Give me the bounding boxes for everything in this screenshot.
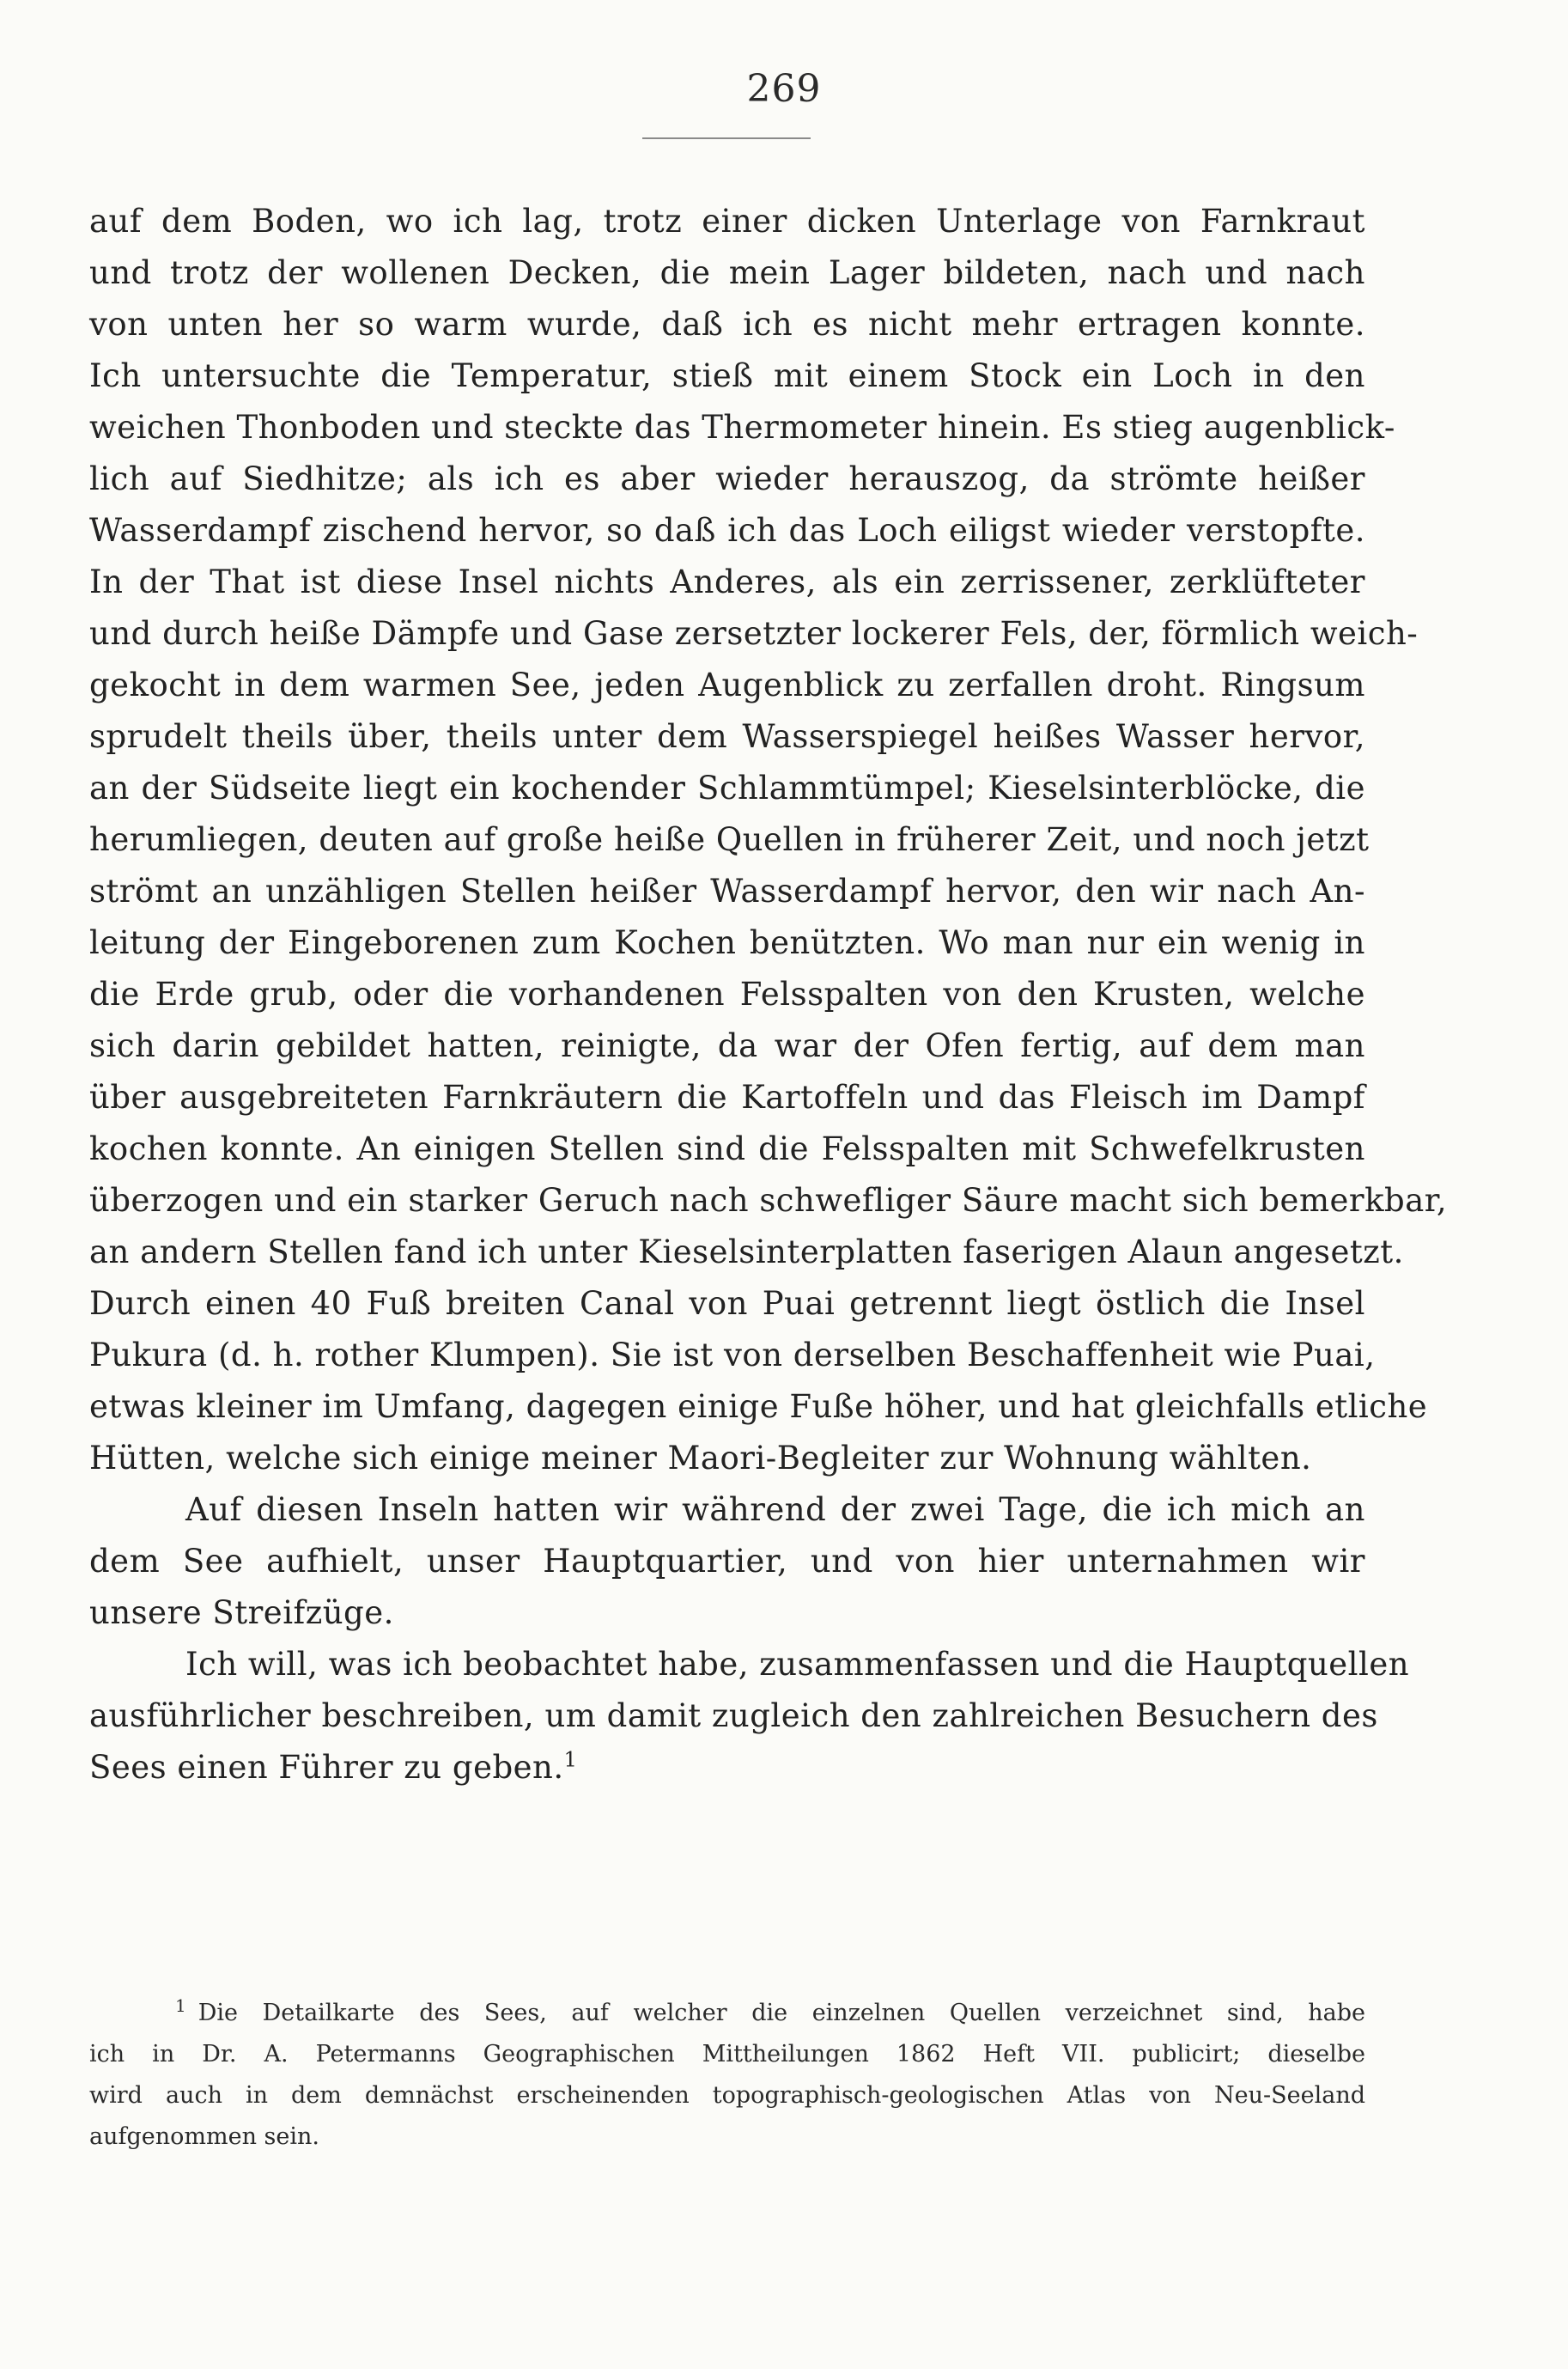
text-line: dem See aufhielt, unser Hauptquartier, und von hier unternahmen wir xyxy=(89,1543,1365,1580)
page-number: 269 xyxy=(746,67,822,111)
text-line: an andern Stellen fand ich unter Kieselsinterplatten faserigen Alaun angesetzt. xyxy=(89,1233,1404,1270)
text-line: sprudelt theils über, theils unter dem Wasserspiegel heißes Wasser hervor, xyxy=(89,718,1365,755)
text-line: Hütten, welche sich einige meiner Maori-Begleiter zur Wohnung wählten. xyxy=(89,1440,1312,1477)
text-line: unsere Streifzüge. xyxy=(89,1594,394,1631)
text-line: überzogen und ein starker Geruch nach schwefliger Säure macht sich bemerkbar, xyxy=(89,1182,1448,1219)
body-text xyxy=(89,196,1448,1793)
footnote xyxy=(89,1993,1365,2158)
header-rule xyxy=(642,137,811,139)
footnote-line: wird auch in dem demnächst erscheinenden topographisch-geologischen Atlas von Neu-Seeland xyxy=(89,2082,1365,2109)
footnote-line: ich in Dr. A. Petermanns Geographischen Mittheilungen 1862 Heft VII. publicirt; dieselbe xyxy=(89,2041,1365,2068)
text-line-content: Sees einen Führer zu geben. xyxy=(89,1749,564,1786)
text-line: Ich untersuchte die Temperatur, stieß mit einem Stock ein Loch in den xyxy=(89,357,1365,394)
text-line: und trotz der wollenen Decken, die mein Lager bildeten, nach und nach xyxy=(89,254,1365,291)
text-line: über ausgebreiteten Farnkräutern die Kartoffeln und das Fleisch im Dampf xyxy=(89,1079,1365,1116)
text-line: etwas kleiner im Umfang, dagegen einige Fuße höher, und hat gleichfalls etliche xyxy=(89,1388,1428,1425)
text-line: weichen Thonboden und steckte das Thermometer hinein. Es stieg augenblick- xyxy=(89,409,1395,446)
text-line: von unten her so warm wurde, daß ich es nicht mehr ertragen konnte. xyxy=(89,306,1365,343)
footnote-line xyxy=(89,1993,1365,2034)
text-line: lich auf Siedhitze; als ich es aber wieder herauszog, da strömte heißer xyxy=(89,460,1365,497)
text-line-with-footnote-ref xyxy=(89,1742,1365,1793)
footnote-text: Die Detailkarte des Sees, auf welcher die einzelnen Quellen verzeichnet sind, habe xyxy=(198,2000,1365,2026)
footnote-line: aufgenommen sein. xyxy=(89,2123,319,2150)
text-line: Wasserdampf zischend hervor, so daß ich das Loch eiligst wieder verstopfte. xyxy=(89,512,1365,549)
text-line: strömt an unzähligen Stellen heißer Wasserdampf hervor, den wir nach An- xyxy=(89,873,1365,910)
text-line: Durch einen 40 Fuß breiten Canal von Puai getrennt liegt östlich die Insel xyxy=(89,1285,1365,1322)
text-line: gekocht in dem warmen See, jeden Augenblick zu zerfallen droht. Ringsum xyxy=(89,667,1365,703)
text-line: In der That ist diese Insel nichts Anderes, als ein zerrissener, zerklüfteter xyxy=(89,563,1365,600)
text-line: herumliegen, deuten auf große heiße Quellen in früherer Zeit, und noch jetzt xyxy=(89,821,1370,858)
text-line: ausführlicher beschreiben, um damit zugleich den zahlreichen Besuchern des xyxy=(89,1697,1378,1734)
text-line: an der Südseite liegt ein kochender Schlammtümpel; Kieselsinterblöcke, die xyxy=(89,770,1365,807)
text-line: Pukura (d. h. rother Klumpen). Sie ist von derselben Beschaffenheit wie Puai, xyxy=(89,1337,1376,1373)
text-line: Ich will, was ich beobachtet habe, zusammenfassen und die Hauptquellen xyxy=(185,1646,1410,1683)
footnote-marker: 1 xyxy=(563,1747,578,1772)
text-line: kochen konnte. An einigen Stellen sind die Felsspalten mit Schwefelkrusten xyxy=(89,1130,1365,1167)
text-line: die Erde grub, oder die vorhandenen Felsspalten von den Krusten, welche xyxy=(89,976,1365,1013)
text-line: Auf diesen Inseln hatten wir während der zwei Tage, die ich mich an xyxy=(185,1491,1365,1528)
text-line: leitung der Eingeborenen zum Kochen benützten. Wo man nur ein wenig in xyxy=(89,924,1365,961)
text-line: und durch heiße Dämpfe und Gase zersetzter lockerer Fels, der, förmlich weich- xyxy=(89,615,1419,652)
footnote-number: 1 xyxy=(175,1995,186,2016)
text-line: sich darin gebildet hatten, reinigte, da war der Ofen fertig, auf dem man xyxy=(89,1027,1365,1064)
text-line: auf dem Boden, wo ich lag, trotz einer dicken Unterlage von Farnkraut xyxy=(89,203,1365,240)
